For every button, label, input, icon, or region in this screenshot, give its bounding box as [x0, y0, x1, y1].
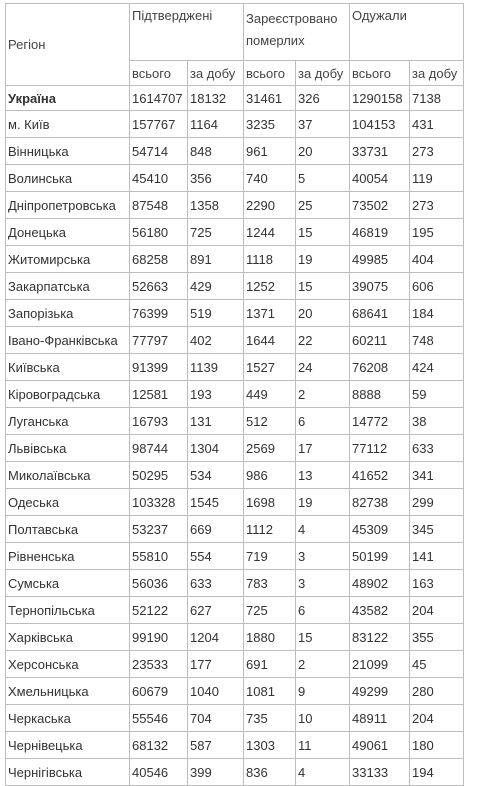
recovered-day-header: за добу [410, 61, 464, 86]
deaths-day-header: за добу [296, 61, 350, 86]
confirmed-total-cell: 55546 [130, 705, 188, 732]
recovered-total-header: всього [350, 61, 410, 86]
recovered-day-cell: 404 [410, 246, 464, 273]
deaths-total-cell: 1698 [244, 489, 296, 516]
table-body [6, 86, 464, 786]
region-cell: Тернопільська [6, 597, 130, 624]
confirmed-total-cell: 91399 [130, 354, 188, 381]
confirmed-total-cell: 56180 [130, 219, 188, 246]
deaths-total-cell: 740 [244, 165, 296, 192]
confirmed-day-cell: 131 [188, 408, 244, 435]
recovered-total-cell: 1290158 [350, 86, 410, 111]
region-cell: Донецька [6, 219, 130, 246]
confirmed-day-cell: 627 [188, 597, 244, 624]
deaths-day-cell: 15 [296, 219, 350, 246]
confirmed-total-cell: 68258 [130, 246, 188, 273]
confirmed-day-cell: 669 [188, 516, 244, 543]
deaths-day-cell: 6 [296, 597, 350, 624]
deaths-header-line1: Зареєстровано [246, 11, 338, 26]
region-cell: Сумська [6, 570, 130, 597]
confirmed-day-cell: 356 [188, 165, 244, 192]
table-row [6, 192, 464, 219]
recovered-total-cell: 82738 [350, 489, 410, 516]
recovered-total-cell: 39075 [350, 273, 410, 300]
table-row [6, 138, 464, 165]
confirmed-total-cell: 98744 [130, 435, 188, 462]
region-cell: Полтавська [6, 516, 130, 543]
deaths-total-cell: 2290 [244, 192, 296, 219]
region-cell: Закарпатська [6, 273, 130, 300]
recovered-day-cell: 59 [410, 381, 464, 408]
deaths-total-cell: 836 [244, 759, 296, 786]
region-cell: Чернівецька [6, 732, 130, 759]
recovered-total-cell: 48902 [350, 570, 410, 597]
table-row [6, 624, 464, 651]
deaths-header-line2: померлих [246, 33, 305, 48]
deaths-total-cell: 3235 [244, 111, 296, 138]
region-cell: Черкаська [6, 705, 130, 732]
deaths-day-cell: 24 [296, 354, 350, 381]
deaths-day-cell: 19 [296, 246, 350, 273]
confirmed-total-cell: 60679 [130, 678, 188, 705]
confirmed-day-cell: 177 [188, 651, 244, 678]
deaths-total-cell: 2569 [244, 435, 296, 462]
recovered-day-cell: 299 [410, 489, 464, 516]
recovered-total-cell: 68641 [350, 300, 410, 327]
deaths-total-cell: 1880 [244, 624, 296, 651]
table-row [6, 570, 464, 597]
deaths-total-cell: 1644 [244, 327, 296, 354]
recovered-total-cell: 8888 [350, 381, 410, 408]
table-row [6, 246, 464, 273]
region-cell: Івано-Франківська [6, 327, 130, 354]
recovered-day-cell: 195 [410, 219, 464, 246]
deaths-total-cell: 735 [244, 705, 296, 732]
recovered-day-cell: 180 [410, 732, 464, 759]
table-row [6, 489, 464, 516]
recovered-day-cell: 345 [410, 516, 464, 543]
confirmed-total-cell: 77797 [130, 327, 188, 354]
table-row [6, 273, 464, 300]
deaths-group-header [244, 4, 350, 61]
confirmed-total-cell: 52122 [130, 597, 188, 624]
deaths-day-cell: 2 [296, 651, 350, 678]
recovered-day-cell: 163 [410, 570, 464, 597]
deaths-day-cell: 13 [296, 462, 350, 489]
recovered-day-cell: 194 [410, 759, 464, 786]
deaths-total-cell: 1112 [244, 516, 296, 543]
confirmed-day-cell: 402 [188, 327, 244, 354]
deaths-total-cell: 1081 [244, 678, 296, 705]
confirmed-total-cell: 50295 [130, 462, 188, 489]
recovered-day-cell: 606 [410, 273, 464, 300]
table-row [6, 381, 464, 408]
deaths-day-cell: 11 [296, 732, 350, 759]
confirmed-day-cell: 848 [188, 138, 244, 165]
recovered-total-cell: 77112 [350, 435, 410, 462]
deaths-day-cell: 22 [296, 327, 350, 354]
region-cell: Луганська [6, 408, 130, 435]
deaths-day-cell: 15 [296, 273, 350, 300]
table-row [6, 759, 464, 786]
table-row [6, 165, 464, 192]
table-row [6, 732, 464, 759]
confirmed-day-cell: 554 [188, 543, 244, 570]
recovered-day-cell: 184 [410, 300, 464, 327]
stats-table-container [5, 3, 464, 786]
deaths-day-cell: 4 [296, 759, 350, 786]
table-row [6, 86, 464, 111]
confirmed-total-cell: 45410 [130, 165, 188, 192]
covid-region-table [5, 3, 464, 786]
confirmed-total-cell: 55810 [130, 543, 188, 570]
deaths-day-cell: 9 [296, 678, 350, 705]
region-cell: Київська [6, 354, 130, 381]
deaths-total-cell: 1303 [244, 732, 296, 759]
recovered-total-cell: 49299 [350, 678, 410, 705]
recovered-total-cell: 49985 [350, 246, 410, 273]
recovered-day-cell: 141 [410, 543, 464, 570]
confirmed-total-cell: 53237 [130, 516, 188, 543]
confirmed-day-cell: 193 [188, 381, 244, 408]
deaths-total-cell: 691 [244, 651, 296, 678]
confirmed-day-cell: 1040 [188, 678, 244, 705]
deaths-total-cell: 1527 [244, 354, 296, 381]
recovered-day-cell: 280 [410, 678, 464, 705]
deaths-day-cell: 15 [296, 624, 350, 651]
deaths-day-cell: 5 [296, 165, 350, 192]
table-row [6, 300, 464, 327]
confirmed-total-cell: 54714 [130, 138, 188, 165]
table-row [6, 597, 464, 624]
recovered-day-cell: 45 [410, 651, 464, 678]
recovered-total-cell: 60211 [350, 327, 410, 354]
table-row [6, 219, 464, 246]
confirmed-day-cell: 399 [188, 759, 244, 786]
header-row-groups [6, 4, 464, 61]
confirmed-total-cell: 16793 [130, 408, 188, 435]
recovered-total-cell: 49061 [350, 732, 410, 759]
region-cell: м. Київ [6, 111, 130, 138]
region-column-header: Регіон [6, 4, 130, 86]
recovered-day-cell: 7138 [410, 86, 464, 111]
region-cell: Запорізька [6, 300, 130, 327]
table-row [6, 327, 464, 354]
confirmed-total-cell: 52663 [130, 273, 188, 300]
confirmed-day-cell: 891 [188, 246, 244, 273]
confirmed-total-cell: 40546 [130, 759, 188, 786]
confirmed-day-header: за добу [188, 61, 244, 86]
deaths-day-cell: 6 [296, 408, 350, 435]
recovered-day-cell: 633 [410, 435, 464, 462]
recovered-total-cell: 46819 [350, 219, 410, 246]
deaths-day-cell: 20 [296, 300, 350, 327]
recovered-day-cell: 204 [410, 597, 464, 624]
region-cell: Харківська [6, 624, 130, 651]
region-cell: Миколаївська [6, 462, 130, 489]
confirmed-day-cell: 18132 [188, 86, 244, 111]
region-cell: Житомирська [6, 246, 130, 273]
recovered-day-cell: 431 [410, 111, 464, 138]
recovered-total-cell: 48911 [350, 705, 410, 732]
recovered-day-cell: 273 [410, 192, 464, 219]
deaths-total-cell: 1371 [244, 300, 296, 327]
recovered-total-cell: 104153 [350, 111, 410, 138]
confirmed-day-cell: 1204 [188, 624, 244, 651]
recovered-total-cell: 21099 [350, 651, 410, 678]
region-cell: Херсонська [6, 651, 130, 678]
table-row [6, 435, 464, 462]
confirmed-day-cell: 534 [188, 462, 244, 489]
deaths-total-cell: 512 [244, 408, 296, 435]
region-cell: Чернігівська [6, 759, 130, 786]
recovered-day-cell: 273 [410, 138, 464, 165]
recovered-total-cell: 41652 [350, 462, 410, 489]
region-cell: Волинська [6, 165, 130, 192]
region-cell: Україна [6, 86, 130, 111]
confirmed-day-cell: 587 [188, 732, 244, 759]
confirmed-day-cell: 704 [188, 705, 244, 732]
deaths-total-cell: 986 [244, 462, 296, 489]
deaths-total-cell: 31461 [244, 86, 296, 111]
confirmed-total-cell: 99190 [130, 624, 188, 651]
recovered-total-cell: 73502 [350, 192, 410, 219]
confirmed-total-header: всього [130, 61, 188, 86]
recovered-day-cell: 38 [410, 408, 464, 435]
recovered-day-cell: 119 [410, 165, 464, 192]
recovered-total-cell: 33133 [350, 759, 410, 786]
deaths-total-cell: 1244 [244, 219, 296, 246]
deaths-total-cell: 961 [244, 138, 296, 165]
deaths-total-cell: 1118 [244, 246, 296, 273]
confirmed-total-cell: 1614707 [130, 86, 188, 111]
region-cell: Хмельницька [6, 678, 130, 705]
confirmed-day-cell: 1304 [188, 435, 244, 462]
recovered-day-cell: 748 [410, 327, 464, 354]
deaths-total-cell: 719 [244, 543, 296, 570]
deaths-day-cell: 3 [296, 543, 350, 570]
deaths-day-cell: 4 [296, 516, 350, 543]
recovered-day-cell: 355 [410, 624, 464, 651]
confirmed-total-cell: 87548 [130, 192, 188, 219]
table-row [6, 516, 464, 543]
deaths-day-cell: 10 [296, 705, 350, 732]
confirmed-total-cell: 56036 [130, 570, 188, 597]
deaths-total-cell: 1252 [244, 273, 296, 300]
recovered-total-cell: 14772 [350, 408, 410, 435]
deaths-day-cell: 19 [296, 489, 350, 516]
deaths-day-cell: 3 [296, 570, 350, 597]
region-cell: Львівська [6, 435, 130, 462]
deaths-total-cell: 725 [244, 597, 296, 624]
recovered-total-cell: 45309 [350, 516, 410, 543]
recovered-total-cell: 83122 [350, 624, 410, 651]
table-row [6, 462, 464, 489]
recovered-day-cell: 424 [410, 354, 464, 381]
confirmed-day-cell: 1139 [188, 354, 244, 381]
table-row [6, 408, 464, 435]
recovered-total-cell: 50199 [350, 543, 410, 570]
recovered-total-cell: 76208 [350, 354, 410, 381]
confirmed-total-cell: 76399 [130, 300, 188, 327]
confirmed-total-cell: 157767 [130, 111, 188, 138]
confirmed-group-header: Підтверджені [130, 4, 244, 61]
deaths-day-cell: 326 [296, 86, 350, 111]
confirmed-day-cell: 519 [188, 300, 244, 327]
recovered-group-header: Одужали [350, 4, 464, 61]
deaths-day-cell: 2 [296, 381, 350, 408]
deaths-day-cell: 37 [296, 111, 350, 138]
recovered-total-cell: 33731 [350, 138, 410, 165]
table-row [6, 111, 464, 138]
table-row [6, 354, 464, 381]
recovered-total-cell: 40054 [350, 165, 410, 192]
deaths-day-cell: 25 [296, 192, 350, 219]
deaths-total-cell: 783 [244, 570, 296, 597]
table-row [6, 705, 464, 732]
recovered-total-cell: 43582 [350, 597, 410, 624]
deaths-day-cell: 20 [296, 138, 350, 165]
confirmed-day-cell: 633 [188, 570, 244, 597]
deaths-total-header: всього [244, 61, 296, 86]
confirmed-day-cell: 429 [188, 273, 244, 300]
table-row [6, 651, 464, 678]
confirmed-total-cell: 68132 [130, 732, 188, 759]
confirmed-total-cell: 103328 [130, 489, 188, 516]
region-cell: Кіровоградська [6, 381, 130, 408]
confirmed-day-cell: 725 [188, 219, 244, 246]
table-row [6, 543, 464, 570]
table-row [6, 678, 464, 705]
confirmed-day-cell: 1164 [188, 111, 244, 138]
recovered-day-cell: 341 [410, 462, 464, 489]
region-cell: Одеська [6, 489, 130, 516]
confirmed-day-cell: 1358 [188, 192, 244, 219]
deaths-day-cell: 17 [296, 435, 350, 462]
confirmed-total-cell: 12581 [130, 381, 188, 408]
deaths-total-cell: 449 [244, 381, 296, 408]
recovered-day-cell: 204 [410, 705, 464, 732]
confirmed-day-cell: 1545 [188, 489, 244, 516]
confirmed-total-cell: 23533 [130, 651, 188, 678]
region-cell: Рівненська [6, 543, 130, 570]
region-cell: Вінницька [6, 138, 130, 165]
region-cell: Дніпропетровська [6, 192, 130, 219]
